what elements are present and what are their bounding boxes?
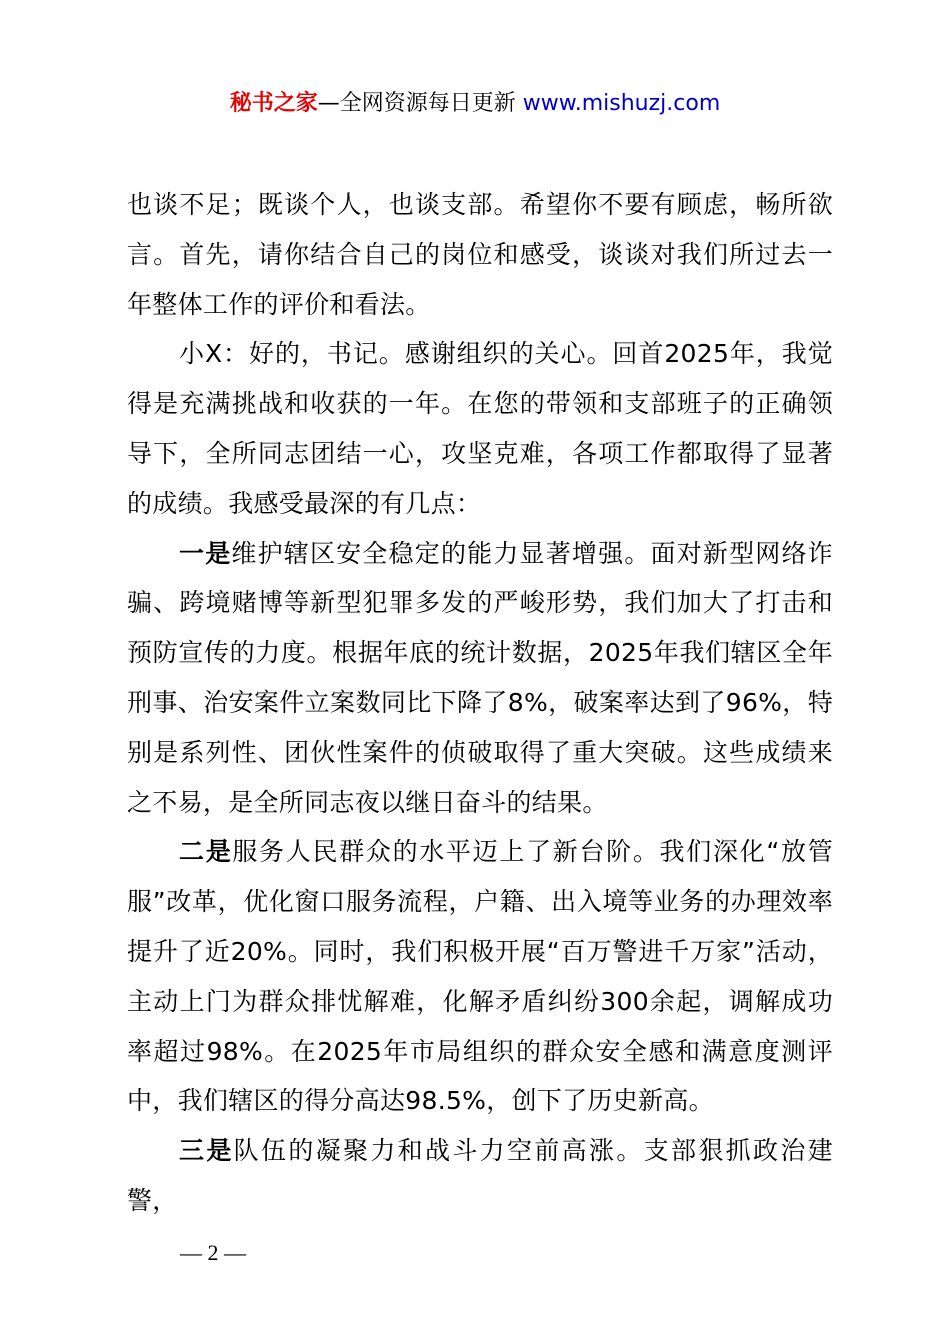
header-tagline: —全网资源每日更新 — [317, 91, 516, 116]
paragraph-text: 小X：好的，书记。感谢组织的关心。回首2025年，我觉得是充满挑战和收获的一年。在您的带领和支部班子的正确领导下，全所同志团结一心，攻坚克难，各项工作都取得了显著的成绩。我感受最深的有几点： — [127, 339, 833, 518]
paragraph-point-two — [127, 827, 833, 1126]
paragraph-text: 也谈不足；既谈个人，也谈支部。希望你不要有顾虑，畅所欲言。首先，请你结合自己的岗位和感受，谈谈对我们所过去一年整体工作的评价和看法。 — [127, 190, 833, 319]
point-lead: 二是 — [179, 837, 233, 867]
paragraph-text: 服务人民群众的水平迈上了新台阶。我们深化“放管服”改革，优化窗口服务流程，户籍、出入境等业务的办理效率提升了近20%。同时，我们积极开展“百万警进千万家”活动，主动上门为群众排忧解难，化解矛盾纠纷300余起，调解成功率超过98%。在2025年市局组织的群众安全感和满意度测评中，我们辖区的得分高达98.5%，创下了历史新高。 — [127, 837, 833, 1116]
document-body — [127, 180, 833, 1226]
site-url-link[interactable]: www.mishuzj.com — [522, 91, 721, 116]
paragraph-text: 队伍的凝聚力和战斗力空前高涨。支部狠抓政治建警， — [127, 1136, 833, 1215]
paragraph-text: 维护辖区安全稳定的能力显著增强。面对新型网络诈骗、跨境赌博等新型犯罪多发的严峻形势，我们加大了打击和预防宣传的力度。根据年底的统计数据，2025年我们辖区全年刑事、治安案件立案数同比下降了8%，破案率达到了96%，特别是系列性、团伙性案件的侦破取得了重大突破。这些成绩来之不易，是全所同志夜以继日奋斗的结果。 — [127, 538, 833, 817]
paragraph-point-three — [127, 1126, 833, 1226]
brand-name: 秘书之家 — [229, 91, 318, 116]
paragraph-continuation — [127, 180, 833, 329]
point-lead: 三是 — [179, 1136, 234, 1166]
paragraph-point-one — [127, 529, 833, 828]
paragraph-reply — [127, 329, 833, 528]
site-header — [0, 88, 950, 120]
page-number: — 2 — — [180, 1240, 246, 1265]
point-lead: 一是 — [179, 538, 232, 568]
